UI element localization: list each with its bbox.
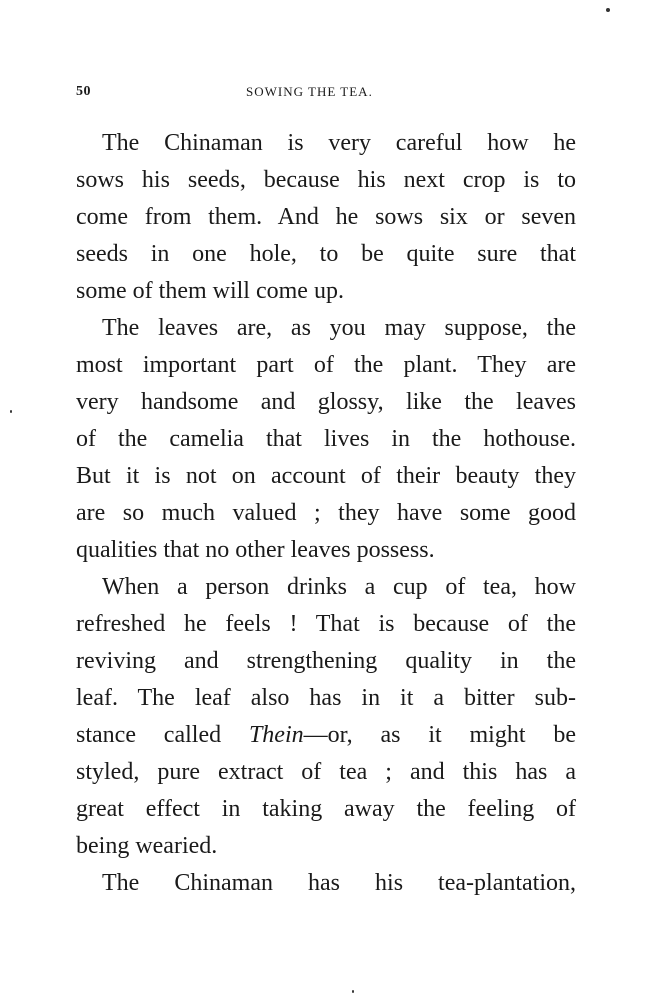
italic-term: Thein bbox=[248, 722, 304, 748]
page-number: 50 bbox=[76, 84, 91, 99]
page-header bbox=[76, 84, 576, 104]
paragraph bbox=[76, 569, 576, 865]
text-line: very handsome and glossy, like the leaves bbox=[76, 389, 576, 415]
text-line: most important part of the plant. They are bbox=[76, 352, 576, 378]
text-line: When a person drinks a cup of tea, how bbox=[102, 574, 576, 600]
text-line: are so much valued ; they have some good bbox=[76, 500, 576, 526]
text-segment: —or, as it might be bbox=[303, 722, 577, 748]
text-line: But it is not on account of their beauty they bbox=[76, 463, 576, 489]
text-line: great effect in taking away the feeling of bbox=[76, 796, 576, 822]
paragraph bbox=[76, 125, 576, 310]
body-text bbox=[76, 125, 576, 902]
text-segment: stance called bbox=[76, 722, 249, 748]
text-line: The Chinaman has his tea-plantation, bbox=[102, 870, 576, 896]
text-line: being wearied. bbox=[76, 833, 218, 859]
paragraph bbox=[76, 865, 576, 902]
text-line: come from them. And he sows six or seven bbox=[76, 204, 576, 230]
text-line: seeds in one hole, to be quite sure that bbox=[76, 241, 576, 267]
text-line bbox=[76, 717, 576, 754]
text-line: refreshed he feels ! That is because of the bbox=[76, 611, 576, 637]
scan-speck bbox=[352, 990, 354, 993]
text-line: of the camelia that lives in the hothouse. bbox=[76, 426, 576, 452]
scan-speck bbox=[606, 8, 610, 12]
paragraph bbox=[76, 310, 576, 569]
text-line: leaf. The leaf also has in it a bitter sub- bbox=[76, 685, 576, 711]
text-line: some of them will come up. bbox=[76, 278, 344, 304]
text-line: styled, pure extract of tea ; and this has a bbox=[76, 759, 576, 785]
text-line: reviving and strengthening quality in the bbox=[76, 648, 576, 674]
text-line: The leaves are, as you may suppose, the bbox=[102, 315, 576, 341]
scan-speck bbox=[10, 410, 12, 413]
text-line: qualities that no other leaves possess. bbox=[76, 537, 435, 563]
text-line: sows his seeds, because his next crop is to bbox=[76, 167, 576, 193]
running-head: SOWING THE TEA. bbox=[246, 84, 373, 99]
text-line: The Chinaman is very careful how he bbox=[102, 130, 576, 156]
